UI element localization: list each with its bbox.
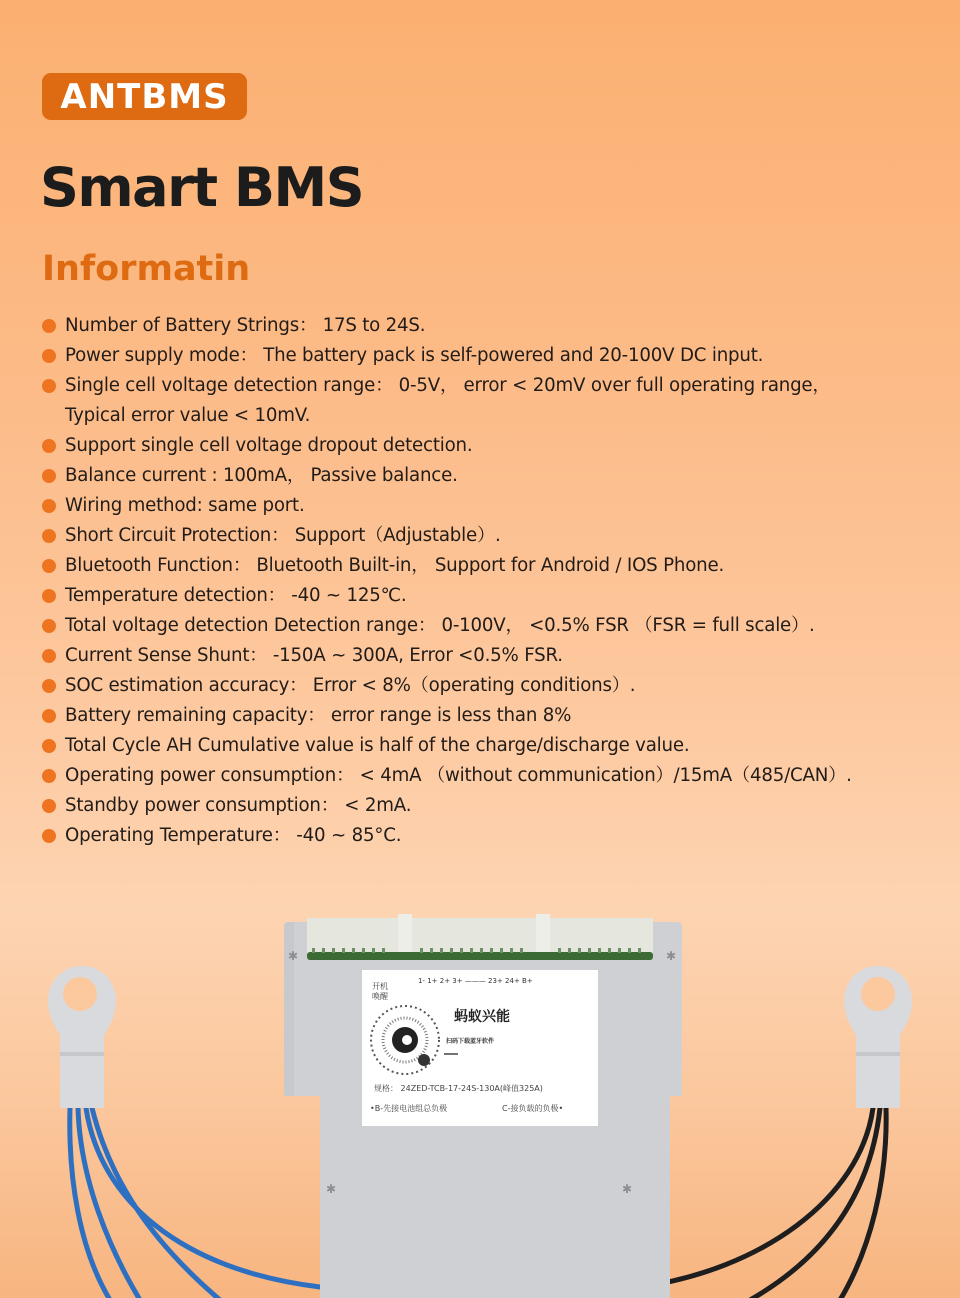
spec-text: Total Cycle AH Cumulative value is half of the charge/discharge value. [65, 735, 690, 756]
blue-wires [70, 1108, 320, 1298]
bullet-icon [42, 649, 56, 663]
spec-text: Wiring method: same port. [65, 495, 305, 516]
spec-text: Bluetooth Function： Bluetooth Built-in， Support for Android / IOS Phone. [65, 555, 725, 576]
spec-text: Power supply mode： The battery pack is self-powered and 20-100V DC input. [65, 345, 764, 366]
spec-item [42, 551, 942, 581]
bullet-icon [42, 589, 56, 603]
spec-text: Battery remaining capacity： error range is less than 8% [65, 705, 572, 726]
bullet-icon [42, 349, 56, 363]
right-ring-terminal [844, 966, 912, 1108]
spec-text: Short Circuit Protection： Support（Adjustable）. [65, 525, 501, 546]
bullet-icon [42, 319, 56, 333]
label-brand-cn: 蚂蚁兴能 [454, 1009, 510, 1025]
label-spec-line: 规格： 24ZED-TCB-17-24S-130A(峰值325A) [374, 1084, 543, 1093]
spec-text: Total voltage detection Detection range： 0-100V， <0.5% FSR （FSR = full scale）. [65, 615, 815, 636]
bullet-icon [42, 379, 56, 393]
bullet-icon [42, 679, 56, 693]
bullet-icon [42, 529, 56, 543]
spec-text-continuation: Typical error value < 10mV. [65, 405, 311, 426]
brand-badge [42, 73, 247, 120]
black-wires [640, 1108, 886, 1298]
spec-item [42, 821, 942, 851]
label-pin-row: 1- 1+ 2+ 3+ ——— 23+ 24+ B+ [418, 977, 533, 985]
page-title: Smart BMS [40, 156, 364, 219]
spec-item [42, 341, 942, 371]
spec-list [42, 311, 942, 851]
spec-text: SOC estimation accuracy： Error < 8%（operating conditions）. [65, 675, 636, 696]
spec-text: Number of Battery Strings： 17S to 24S. [65, 315, 426, 336]
spec-text: Support single cell voltage dropout detection. [65, 435, 473, 456]
spec-text: Current Sense Shunt： -150A ~ 300A, Error <0.5% FSR. [65, 645, 563, 666]
bullet-icon [42, 739, 56, 753]
spec-item [42, 461, 942, 491]
spec-text: Single cell voltage detection range： 0-5V， error < 20mV over full operating range， [65, 375, 831, 396]
spec-item [42, 521, 942, 551]
svg-text:✱: ✱ [288, 949, 299, 963]
spec-item [42, 581, 942, 611]
spec-text: Operating Temperature： -40 ~ 85°C. [65, 825, 402, 846]
section-title: Informatin [42, 249, 251, 289]
svg-text:✱: ✱ [666, 949, 677, 963]
spec-item [42, 371, 942, 431]
spec-item [42, 311, 942, 341]
spec-text: Temperature detection： -40 ~ 125℃. [65, 585, 407, 606]
spec-item [42, 431, 942, 461]
spec-item [42, 731, 942, 761]
spec-item [42, 491, 942, 521]
spec-item [42, 641, 942, 671]
bullet-icon [42, 799, 56, 813]
bullet-icon [42, 469, 56, 483]
bullet-icon [42, 829, 56, 843]
bms-product-image [0, 900, 960, 1298]
spec-text: Balance current : 100mA， Passive balance. [65, 465, 458, 486]
spec-item [42, 611, 942, 641]
spec-item [42, 701, 942, 731]
bullet-icon [42, 559, 56, 573]
spec-text: Operating power consumption： < 4mA （without communication）/15mA（485/CAN）. [65, 765, 852, 786]
spec-text: Standby power consumption： < 2mA. [65, 795, 412, 816]
label-scan-hint: 扫码下载蓝牙软件 [446, 1038, 495, 1045]
bullet-icon [42, 439, 56, 453]
brand-name: ANTBMS [60, 76, 229, 117]
label-side-mark: 开机 唤醒 [372, 982, 388, 1001]
bullet-icon [42, 499, 56, 513]
spec-item [42, 671, 942, 701]
bullet-icon [42, 709, 56, 723]
svg-text:✱: ✱ [622, 1182, 633, 1196]
left-ring-terminal [48, 966, 116, 1108]
spec-item [42, 761, 942, 791]
bullet-icon [42, 619, 56, 633]
svg-text:✱: ✱ [326, 1182, 337, 1196]
spec-item [42, 791, 942, 821]
label-b-minus-note: •B-先接电池组总负极 [370, 1104, 448, 1113]
bullet-icon [42, 769, 56, 783]
label-c-minus-note: C-接负载的负极• [502, 1104, 564, 1113]
